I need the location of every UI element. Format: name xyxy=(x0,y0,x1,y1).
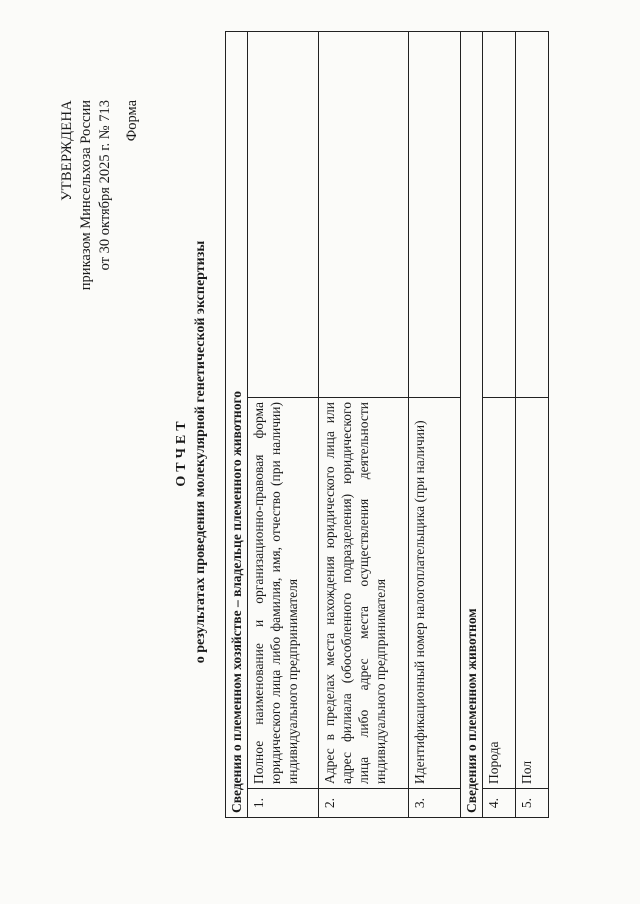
row-label: Порода xyxy=(483,398,516,789)
row-number: 3. xyxy=(409,789,461,818)
table-row xyxy=(516,32,549,818)
row-number: 5. xyxy=(516,789,549,818)
section-title-animal: Сведения о племенном животном xyxy=(461,32,483,818)
section-header-row xyxy=(226,32,248,818)
document-title: ОТЧЕТ xyxy=(174,417,189,487)
row-label: Адрес в пределах места нахождения юридического лица или адрес филиала (обособленного подразделения) юридического лица либо адрес места осуществления деятельности индивидуального предпринимателя xyxy=(319,398,409,789)
row-label: Полное наименование и организационно-правовая форма юридического лица либо фамилия, имя, отчество (при наличии) индивидуального предпринимателя xyxy=(248,398,319,789)
row-value-cell[interactable] xyxy=(409,32,461,398)
row-value-cell[interactable] xyxy=(516,32,549,398)
row-number: 2. xyxy=(319,789,409,818)
table-row xyxy=(483,32,516,818)
report-table xyxy=(225,31,549,818)
table-row xyxy=(248,32,319,818)
row-value-cell[interactable] xyxy=(248,32,319,398)
form-label: Форма xyxy=(124,100,140,142)
table-row xyxy=(319,32,409,818)
row-label: Пол xyxy=(516,398,549,789)
row-value-cell[interactable] xyxy=(483,32,516,398)
order-line-2: от 30 октября 2025 г. № 713 xyxy=(97,100,113,271)
section-title-farm: Сведения о племенном хозяйстве – владельце племенного животного xyxy=(226,32,248,818)
approval-block xyxy=(58,100,115,290)
row-number: 1. xyxy=(248,789,319,818)
row-label: Идентификационный номер налогоплательщика (при наличии) xyxy=(409,398,461,789)
table-row xyxy=(409,32,461,818)
section-header-row xyxy=(461,32,483,818)
row-number: 4. xyxy=(483,789,516,818)
approved-stamp: УТВЕРЖДЕНА xyxy=(59,100,75,201)
document-subtitle: о результатах проведения молекулярной генетической экспертизы xyxy=(193,240,208,664)
order-line-1: приказом Минсельхоза России xyxy=(78,100,94,291)
row-value-cell[interactable] xyxy=(319,32,409,398)
